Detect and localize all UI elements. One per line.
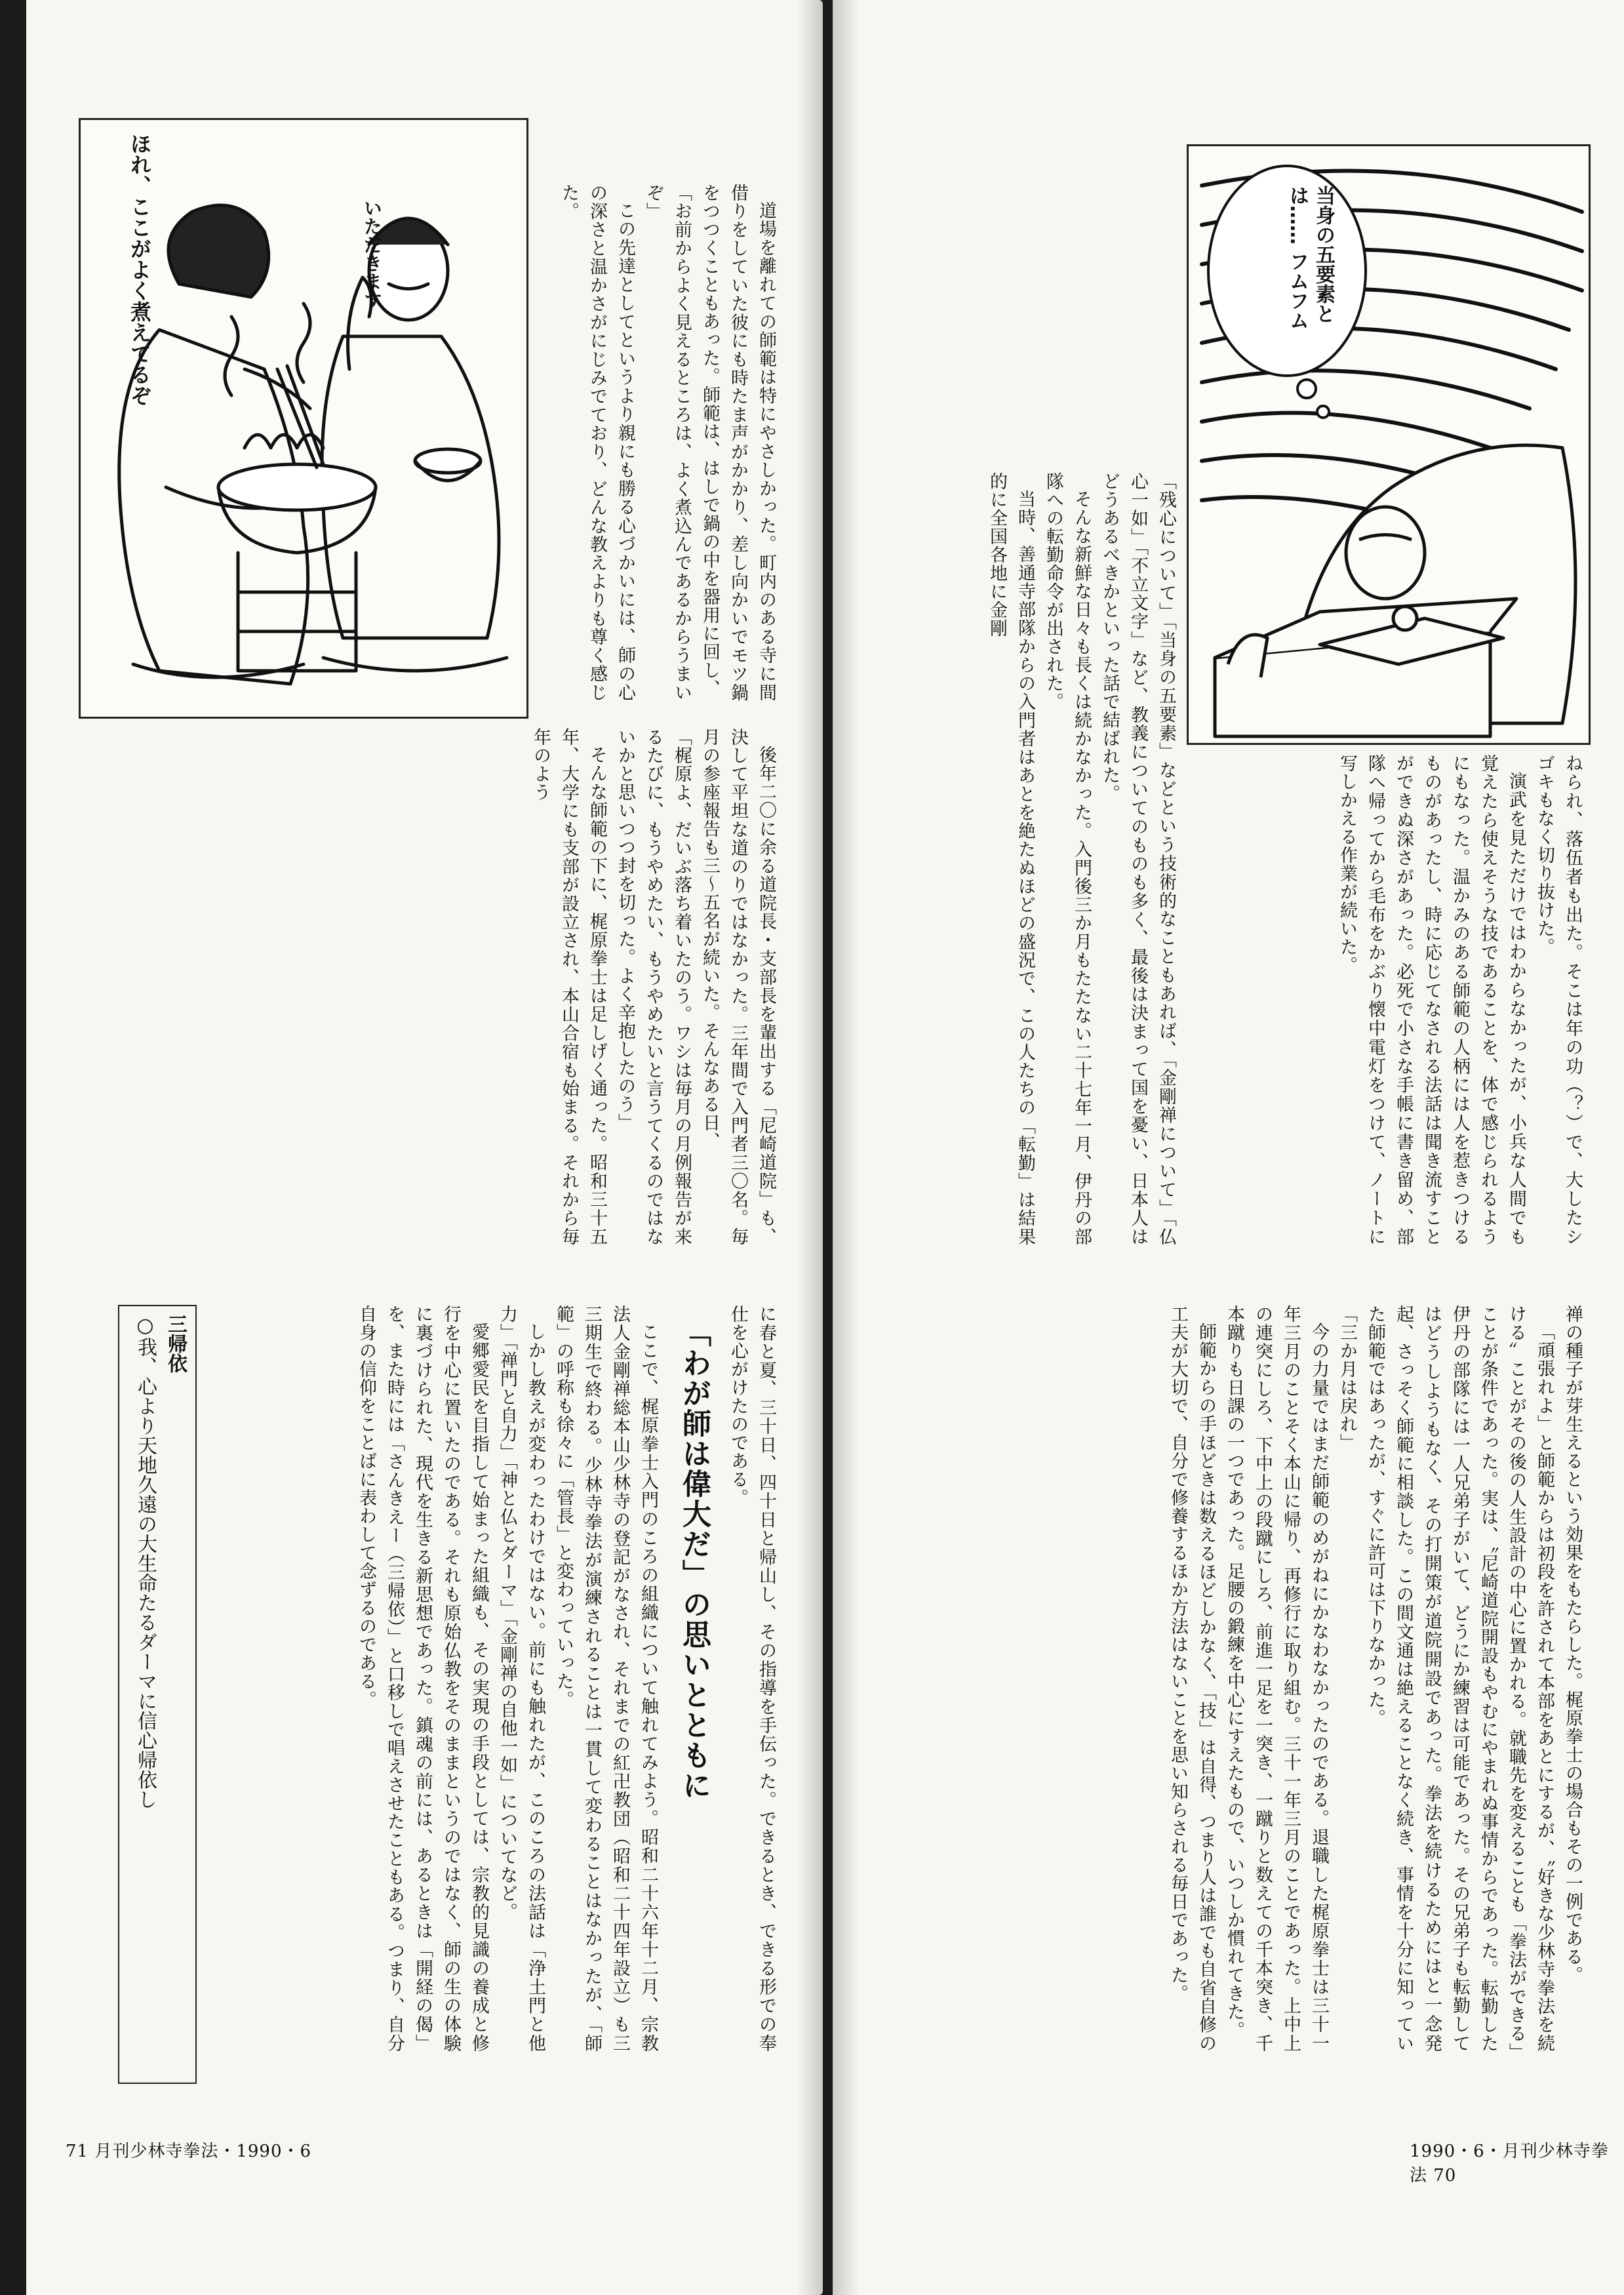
right-page <box>833 0 1624 2295</box>
box-title: 三帰依 <box>164 1314 187 1373</box>
folio: 1990・6・月刊少林寺拳法 70 <box>1410 2142 1609 2185</box>
paragraph: 愛郷愛民を目指して始まった組織も、その実現の手段としては、宗教的見識の養成と修行を中心に置いたのである。それも原始仏教をそのままというのではなく、師の生の体験に裏づけられた、現代を生きる新思想であった。鎮魂の前には、あるときは「開経の偈」を、また時には「さんきえー（三帰依）」と口移しで唱えさせたこともある。つまり、自分自身の信仰をことばに表わして念ずるのである。 <box>356 1305 489 2052</box>
folio: 71 月刊少林寺拳法・1990・6 <box>66 2142 312 2161</box>
hotpot-illustration <box>79 118 528 719</box>
left-lower-text-a <box>721 1305 780 2052</box>
left-middle-text <box>79 728 780 1246</box>
paragraph: そんな師範の下に、梶原拳士は足しげく通った。昭和三十五年、大学にも支部が設立され、本山合宿も始まる。それから毎年のよう <box>530 728 607 1246</box>
paragraph: 師範からの手ほどきは数えるほどしかなく、「技」は自得、つまり人は誰でも自省自修の工夫が大切で、自分で修養するほか方法はないことを思い知らされる毎日であった。 <box>1168 1305 1216 2052</box>
quote: 「お前からよく見えるところは、よく煮込んであるからうまいぞ」 <box>643 184 692 702</box>
speech-bubble-right: いただきます <box>361 199 383 309</box>
right-upper-text <box>852 472 1180 1246</box>
right-middle-text <box>1193 754 1587 1246</box>
paragraph: しかし教えが変わったわけではない。前にも触れたが、このころの法話は「浄土門と他力」「禅門と自力」「神と仏とダーマ」「金剛禅の自他一如」についてなど。 <box>497 1305 545 2052</box>
paragraph: 演武を見ただけではわからなかったが、小兵な人間でも覚えたら使えそうな技であることを、体で感じられるようにもなった。温かみのある師範の人柄には人を惹きつけるものがあったし、時に応じてなされる法話は聞き流すことができぬ深さがあった。必死で小さな手帳に書き留め、部隊へ帰ってから毛布をかぶり懐中電灯をつけて、ノートに写しかえる作業が続いた。 <box>1337 754 1526 1246</box>
speech-bubble-left: ほれ、ここがよく煮えてるぞ <box>127 133 152 406</box>
thought-bubble-text: 当身の五要素とは…… フムフム <box>1286 186 1335 330</box>
section-heading: 「わが師は偉大だ」の思いとともに <box>677 1318 711 1801</box>
gutter-shadow <box>797 0 823 2295</box>
study-illustration <box>1187 144 1591 745</box>
sankie-box <box>118 1305 197 2084</box>
quote: 「梶原よ、だいぶ落ち着いたのう。ワシは毎月の月例報告が来るたびに、もうやめたい、もうやめたいと言うてくるのではないかと思いつつ封を切った。よく辛抱したのう」 <box>615 728 692 1246</box>
left-lower-text-b <box>229 1305 662 2052</box>
quote: 「三か月は戻れ」 <box>1337 1305 1357 1452</box>
box-line: ○我、心より天地久遠の大生命たるダーマに信心帰依し <box>134 1314 157 1809</box>
paragraph: 「残心について」「当身の五要素」などという技術的なこともあれば、「金剛禅について」「仏心一如」「不立文字」など、教義についてのものも多く、最後は決まって国を憂い、日本人はどうあるべきかといった話で結ばれた。 <box>1099 472 1176 1246</box>
paragraph: に春と夏、三十日、四十日と帰山し、その指導を手伝った。できるとき、できる形での奉仕を心がけたのである。 <box>728 1305 776 2052</box>
right-lower-text <box>885 1305 1587 2052</box>
paragraph: 「頑張れよ」と師範からは初段を許されて本部をあとにするが、〝好きな少林寺拳法を続ける〟ことがその後の人生設計の中心に置かれる。就職先を変えることも「拳法ができる」ことが条件であった。実は、〝尼崎道院開設もやむにやまれぬ事情からであった。転勤した伊丹の部隊には一人兄弟子がいて、どうにか練習は可能であった。その兄弟子も転勤してはどうしようもなく、その打開策が道院開設であった。拳法を続けるためにはと一念発起、さっそく師範に相談した。この間文通は絶えることなく続き、事情を十分に知っていた師範ではあったが、すぐに許可は下りなかった。 <box>1365 1305 1555 2052</box>
paragraph: 今の力量ではまだ師範のめがねにかなわなかったのである。退職した梶原拳士は三十一年三月のことそく本山に帰り、再修行に取り組む。三十一年三月のことであった。上中上の連突にしろ、下中上の段蹴にしろ、前進一足を一突き、一蹴りと数えての千本突き、千本蹴りも日課の一つであった。足腰の鍛練を中心にすえたもので、いつしか慣れてきた。 <box>1224 1305 1329 2052</box>
left-upper-text <box>531 184 780 702</box>
paragraph: 後年二〇に余る道院長・支部長を輩出する「尼崎道院」も、決して平坦な道のりではなかった。三年間で入門者三〇名。毎月の参座報告も三〜五名が続いた。そんなある日、 <box>700 728 776 1246</box>
paragraph: 道場を離れての師範は特にやさしかった。町内のある寺に間借りをしていた彼にも時たま声がかかり、差し向かいでモツ鍋をつつくこともあった。師範は、はしで鍋の中を器用に回し、 <box>700 184 776 702</box>
paragraph: 禅の種子が芽生えるという効果をもたらした。梶原拳士の場合もその一例である。 <box>1562 1305 1583 1984</box>
paragraph: この先達としてというより親にも勝る心づかいには、師の心の深さと温かさがにじみでており、どんな教えよりも尊く感じた。 <box>559 184 635 702</box>
left-page <box>26 0 823 2295</box>
paragraph: ねられ、落伍者も出た。そこは年の功（？）で、大したシゴキもなく切り抜けた。 <box>1534 754 1583 1246</box>
paragraph: ここで、梶原拳士入門のころの組織について触れてみよう。昭和二十六年十二月、宗教法人金剛禅総本山少林寺の登記がなされ、それまでの紅卍教団（昭和二十四年設立）も三三期生で終わる。少林寺拳法が演練されることは一貫して変わることはなかったが、「師範」の呼称も徐々に「管長」と変わっていった。 <box>553 1305 658 2052</box>
paragraph: 当時、善通寺部隊からの入門者はあとを絶たぬほどの盛況で、この人たちの「転勤」は結果的に全国各地に金剛 <box>987 472 1035 1246</box>
paragraph: そんな新鮮な日々も長くは続かなかった。入門後三か月もたたない二十七年一月、伊丹の部隊への転勤命令が出された。 <box>1043 472 1092 1246</box>
